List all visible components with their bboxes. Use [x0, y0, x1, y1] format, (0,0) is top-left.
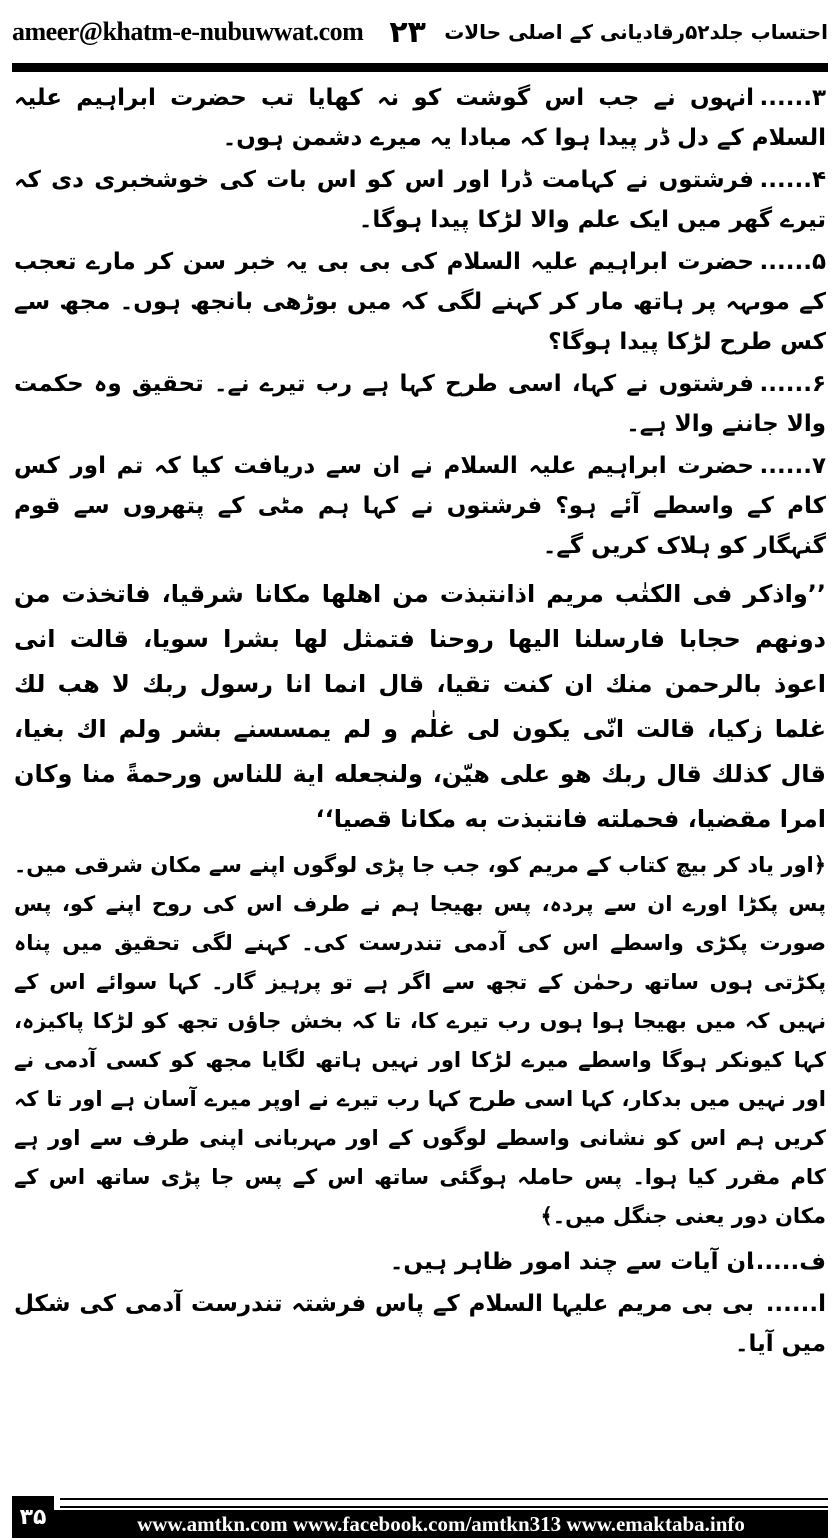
note-text: بی بی مریم علیہا السلام کے پاس فرشتہ تندرست آدمی کی شکل میں آیا۔: [14, 1291, 826, 1357]
item-text: فرشتوں نے کہامت ڈرا اور اس کو اس بات کی خوشخبری دی کہ تیرے گھر میں ایک علم والا لڑکا پیدا ہوگا۔: [14, 167, 826, 233]
footer-double-rule: [60, 1498, 828, 1508]
footer-page-number: ۳۵: [12, 1496, 54, 1538]
urdu-translation: ﴿اور یاد کر بیچ کتاب کے مریم کو، جب جا پڑی لوگوں اپنے سے مکان شرقی میں۔ پس پکڑا اورے ان سے پردہ، پس بھیجا ہم نے طرف اس کی روح اپنے کو، پس صورت پکڑی واسطے اس کی آدمی تندرست کی۔ کہنے لگی تحقیق میں پناہ پکڑتی ہوں ساتھ رحمٰن کے تجھ سے اگر ہے تو پرہیز گار۔ کہا سوائے اس کے نہیں کہ میں بھیجا ہوا ہوں رب تیرے کا، تا کہ بخش جاؤں تجھ کو لڑکا پاکیزہ، کہا کیونکر ہوگا واسطے میرے لڑکا اور نہیں ہاتھ لگایا مجھ کو کسی آدمی نے اور نہیں میں بدکار، کہا اسی طرح کہا رب تیرے نے اوپر میرے آسان ہے اور تا کہ کریں ہم اس کو نشانی واسطے لوگوں کے اور مہربانی اپنی طرف سے اور ہے کام مقرر کیا ہوا۔ پس حاملہ ہوگئی ساتھ اس کے پس جا پڑی ساتھ اس کے مکان دور یعنی جنگل میں۔﴾: [14, 853, 826, 1228]
page-body: [14, 78, 826, 1366]
note-text: ان آیات سے چند امور ظاہر ہیں۔: [389, 1249, 754, 1275]
footer-urls: www.amtkn.com www.facebook.com/amtkn313 www.emaktaba.info: [54, 1510, 828, 1538]
item-text: فرشتوں نے کہا، اسی طرح کہا ہے رب تیرے نے۔ تحقیق وہ حکمت والا جاننے والا ہے۔: [14, 371, 826, 437]
header-book-title: احتساب جلد۵۲رقادیانی کے اصلی حالات: [444, 20, 828, 44]
item-number: ۵......: [759, 249, 826, 275]
note-item: [14, 1284, 826, 1364]
numbered-item: [14, 364, 826, 444]
page-footer: [12, 1496, 828, 1538]
item-text: حضرت ابراہیم علیہ السلام کی بی بی یہ خبر سن کر مارے تعجب کے موںہہ پر ہاتھ مار کر کہنے لگی کہ میں بوڑھی بانجھ ہوں۔ مجھ سے کس طرح لڑکا پیدا ہوگا؟: [14, 249, 827, 355]
item-text: حضرت ابراہیم علیہ السلام نے ان سے دریافت کیا کہ تم اور کس کام کے واسطے آئے ہو؟ فرشتوں نے کہا ہم مٹی کے پتھروں سے قوم گنہگار کو ہلاک کریں گے۔: [14, 453, 826, 559]
note-marker: ف......: [746, 1249, 826, 1275]
item-number: ۴......: [759, 167, 826, 193]
note-marker: ا......: [765, 1291, 826, 1317]
header-rule: [12, 63, 828, 72]
item-number: ۶......: [759, 371, 826, 397]
header-left: [12, 15, 426, 50]
numbered-item: [14, 160, 826, 240]
item-number: ۳......: [759, 85, 826, 111]
page-header: [12, 10, 828, 54]
item-number: ۷......: [759, 453, 826, 479]
header-email: ameer@khatm-e-nubuwwat.com: [12, 17, 364, 46]
numbered-item: [14, 78, 826, 158]
numbered-item: [14, 242, 826, 362]
item-text: انہوں نے جب اس گوشت کو نہ کھایا تب حضرت ابراہیم علیہ السلام کے دل ڈر پیدا ہوا کہ مبادا یہ میرے دشمن ہوں۔: [14, 85, 826, 151]
header-page-number: ۲۳: [389, 14, 426, 50]
arabic-quran-quote: ’’واذكر فی الكتٰب مریم اذانتبذت من اهلها مكانا شرقیا، فاتخذت من دونهم حجابا فارسلنا الیها روحنا فتمثل لها بشرا سویا، قالت انی اعوذ بالرحمن منك ان كنت تقیا، قال انما انا رسول ربك لا هب لك غلما زكیا، قالت انّی یكون لی غلٰم و لم یمسسنے بشر ولم اك بغیا، قال كذلك قال ربك هو علی هیّن، ولنجعله ایة للناس ورحمةً منا وكان امرا مقضیا، فحملته فانتبذت به مكانا قصیا‘‘: [14, 580, 826, 833]
footer-bar: [54, 1496, 828, 1538]
note-item: [14, 1242, 826, 1282]
numbered-item: [14, 446, 826, 566]
